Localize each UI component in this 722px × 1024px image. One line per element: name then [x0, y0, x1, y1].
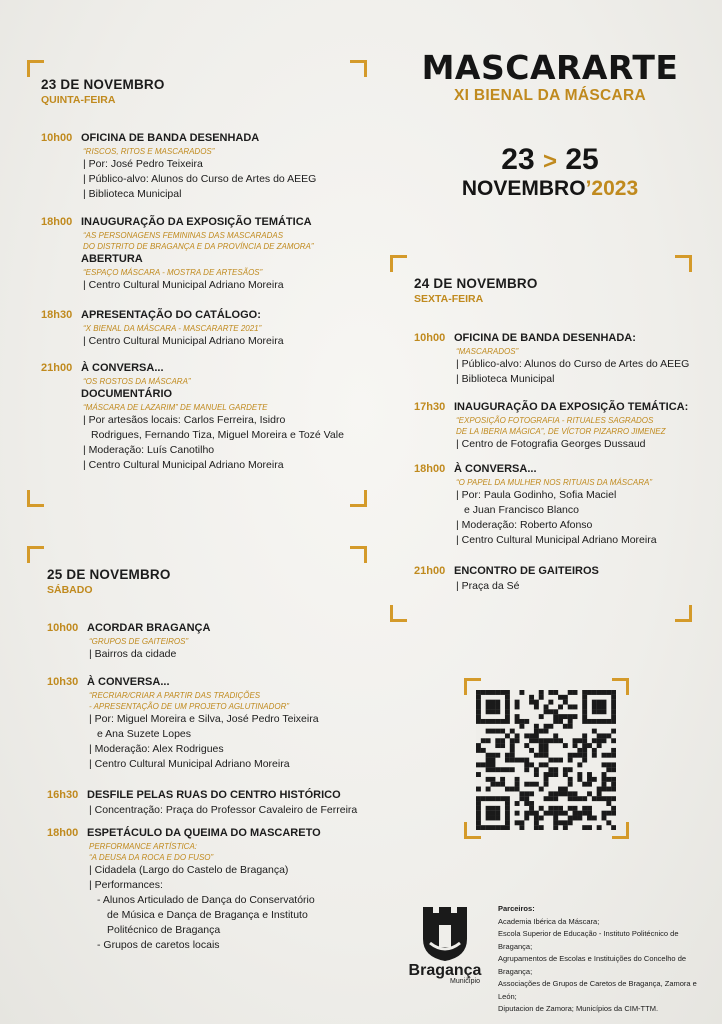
schedule-item	[414, 400, 714, 452]
day-3-date: 25 DE NOVEMBRO	[47, 567, 171, 582]
date-arrow: >	[542, 148, 557, 175]
date-start: 23	[501, 143, 535, 176]
event-detail: | Biblioteca Municipal	[456, 373, 555, 385]
event-title: OFICINA DE BANDA DESENHADA	[81, 132, 260, 144]
event-title: OFICINA DE BANDA DESENHADA:	[454, 332, 636, 344]
event-time: 21h00	[41, 362, 73, 374]
event-subtitle: “EXPOSIÇÃO FOTOGRAFIA - RITUALES SAGRADOS	[456, 416, 654, 425]
event-time: 18h00	[41, 216, 73, 228]
event-title: DOCUMENTÁRIO	[81, 388, 173, 400]
schedule-item	[41, 131, 361, 202]
frame-corner	[390, 605, 407, 622]
schedule-item	[47, 826, 367, 953]
event-detail: | Praça da Sé	[456, 580, 520, 592]
event-detail: e Juan Francisco Blanco	[464, 504, 579, 516]
schedule-item	[414, 462, 714, 548]
day-1-date: 23 DE NOVEMBRO	[41, 77, 165, 92]
event-subtitle: “O PAPEL DA MULHER NOS RITUAIS DA MÁSCARA”	[456, 478, 653, 487]
partner-item: Academia Ibérica da Máscara;	[498, 916, 600, 926]
date-month: NOVEMBRO	[461, 177, 586, 200]
event-subtitle: “MÁSCARA DE LAZARIM” DE MANUEL GARDETE	[83, 403, 268, 412]
event-title: INAUGURAÇÃO DA EXPOSIÇÃO TEMÁTICA	[81, 216, 312, 228]
event-time: 21h00	[414, 565, 446, 577]
date-year: 2023	[591, 177, 639, 200]
event-detail: | Performances:	[89, 879, 163, 891]
partner-item: Agrupamentos de Escolas e Instituições do Concelho de Bragança;	[498, 954, 687, 976]
event-detail: Politécnico de Bragança	[107, 924, 221, 936]
event-subtitle: XI BIENAL DA MÁSCARA	[453, 87, 646, 104]
frame-corner	[390, 255, 407, 272]
event-subtitle: PERFORMANCE ARTÍSTICA:	[89, 842, 198, 851]
frame-corner	[350, 60, 367, 77]
event-detail: | Centro de Fotografia Georges Dussaud	[456, 438, 646, 450]
day-1-heading	[41, 77, 165, 106]
event-title: APRESENTAÇÃO DO CATÁLOGO:	[81, 309, 261, 321]
day-3-weekday: SÁBADO	[47, 584, 93, 596]
event-title: À CONVERSA...	[454, 463, 537, 475]
event-time: 18h30	[41, 309, 73, 321]
event-time: 16h30	[47, 789, 79, 801]
event-detail: Rodrigues, Fernando Tiza, Miguel Moreira e Tozé Vale	[91, 429, 344, 441]
logo-tag: Município	[450, 978, 480, 985]
event-subtitle: “A DEUSA DA ROCA E DO FUSO”	[89, 853, 214, 862]
event-header	[405, 48, 695, 105]
event-title: DESFILE PELAS RUAS DO CENTRO HISTÓRICO	[87, 789, 341, 801]
schedule-item	[41, 215, 361, 293]
event-subtitle: - APRESENTAÇÃO DE UM PROJETO AGLUTINADOR”	[89, 702, 290, 711]
day-2-date: 24 DE NOVEMBRO	[414, 276, 538, 291]
qr-code[interactable]	[476, 690, 616, 830]
event-detail: - Alunos Articulado de Dança do Conservatório	[97, 894, 315, 906]
event-title: ENCONTRO DE GAITEIROS	[454, 565, 599, 577]
event-detail: | Centro Cultural Municipal Adriano Moreira	[456, 534, 657, 546]
event-detail: - Grupos de caretos locais	[97, 939, 220, 951]
event-detail: | Centro Cultural Municipal Adriano Moreira	[83, 279, 284, 291]
date-apostrophe: ’	[585, 177, 592, 200]
event-detail: | Moderação: Alex Rodrigues	[89, 743, 224, 755]
event-detail: | Por: José Pedro Teixeira	[83, 158, 203, 170]
event-time: 10h00	[414, 332, 446, 344]
event-detail: | Concentração: Praça do Professor Cavaleiro de Ferreira	[89, 804, 358, 816]
event-time: 18h00	[414, 463, 446, 475]
event-detail: | Por artesãos locais: Carlos Ferreira, Isidro	[83, 414, 286, 426]
event-detail: | Centro Cultural Municipal Adriano Moreira	[83, 459, 284, 471]
event-subtitle: “X BIENAL DA MÁSCARA - MASCARARTE 2021”	[83, 324, 262, 333]
schedule-item	[414, 564, 714, 594]
event-title: ACORDAR BRAGANÇA	[87, 622, 211, 634]
frame-corner	[675, 605, 692, 622]
event-time: 10h30	[47, 676, 79, 688]
event-subtitle: “RISCOS, RITOS E MASCARADOS”	[83, 147, 215, 156]
event-time: 10h00	[47, 622, 79, 634]
event-subtitle: “AS PERSONAGENS FEMININAS DAS MASCARADAS	[83, 231, 284, 240]
day-1-weekday: QUINTA-FEIRA	[41, 94, 116, 106]
event-time: 18h00	[47, 827, 79, 839]
event-subtitle: “RECRIAR/CRIAR A PARTIR DAS TRADIÇÕES	[89, 691, 261, 700]
event-detail: | Centro Cultural Municipal Adriano Moreira	[83, 335, 284, 347]
event-title: INAUGURAÇÃO DA EXPOSIÇÃO TEMÁTICA:	[454, 401, 689, 413]
day-3-heading	[47, 567, 171, 596]
date-end: 25	[565, 143, 599, 176]
braganca-castle-logo	[420, 905, 470, 963]
event-detail: | Moderação: Luís Canotilho	[83, 444, 215, 456]
frame-corner	[27, 490, 44, 507]
event-detail: | Público-alvo: Alunos do Curso de Artes do AEEG	[456, 358, 690, 370]
event-title: ESPETÁCULO DA QUEIMA DO MASCARETO	[87, 827, 321, 839]
frame-corner	[27, 60, 44, 77]
day-2-weekday: SEXTA-FEIRA	[414, 293, 484, 305]
event-detail: | Moderação: Roberto Afonso	[456, 519, 593, 531]
frame-corner	[27, 546, 44, 563]
schedule-item	[47, 788, 367, 818]
partners-heading: Parceiros:	[498, 904, 535, 913]
partner-item: Associações de Grupos de Caretos de Bragança, Zamora e León;	[498, 979, 697, 1001]
day-2-heading	[414, 276, 538, 305]
event-detail: | Por: Miguel Moreira e Silva, José Pedro Teixeira	[89, 713, 319, 725]
event-detail: | Por: Paula Godinho, Sofia Maciel	[456, 489, 617, 501]
partner-item: Escola Superior de Educação - Instituto Politécnico de Bragança;	[498, 929, 679, 951]
event-detail: | Cidadela (Largo do Castelo de Bragança)	[89, 864, 289, 876]
schedule-item	[414, 331, 714, 387]
frame-corner	[675, 255, 692, 272]
event-title: À CONVERSA...	[81, 362, 164, 374]
frame-corner	[350, 490, 367, 507]
event-subtitle: DO DISTRITO DE BRAGANÇA E DA PROVÍNCIA DE ZAMORA”	[83, 242, 314, 251]
partners-list	[498, 903, 713, 1016]
event-detail: | Biblioteca Municipal	[83, 188, 182, 200]
logo-name: Bragança	[408, 962, 482, 979]
event-title: MASCARARTE	[421, 48, 679, 87]
event-time: 10h00	[41, 132, 73, 144]
event-time: 17h30	[414, 401, 446, 413]
event-detail: | Público-alvo: Alunos do Curso de Artes do AEEG	[83, 173, 317, 185]
schedule-item	[47, 621, 367, 662]
event-dates	[440, 143, 660, 201]
schedule-item	[41, 361, 361, 473]
event-detail: e Ana Suzete Lopes	[97, 728, 191, 740]
event-subtitle: DE LA IBERIA MÁGICA”, DE VÍCTOR PIZARRO JIMENEZ	[456, 427, 666, 436]
event-subtitle: “ESPAÇO MÁSCARA - MOSTRA DE ARTESÃOS”	[83, 268, 263, 277]
event-subtitle: “MASCARADOS”	[456, 347, 519, 356]
event-subtitle: “OS ROSTOS DA MÁSCARA”	[83, 377, 191, 386]
event-detail: | Centro Cultural Municipal Adriano Moreira	[89, 758, 290, 770]
event-subtitle: “GRUPOS DE GAITEIROS”	[89, 637, 189, 646]
schedule-item	[41, 308, 361, 349]
schedule-item	[47, 675, 367, 772]
event-detail: de Música e Dança de Bragança e Instituto	[107, 909, 308, 921]
event-title: ABERTURA	[81, 253, 143, 265]
partner-item: Diputacion de Zamora; Municípios da CIM-TTM.	[498, 1004, 659, 1013]
municipality-logo-text	[400, 962, 490, 985]
event-title: À CONVERSA...	[87, 676, 170, 688]
frame-corner	[350, 546, 367, 563]
event-detail: | Bairros da cidade	[89, 648, 177, 660]
